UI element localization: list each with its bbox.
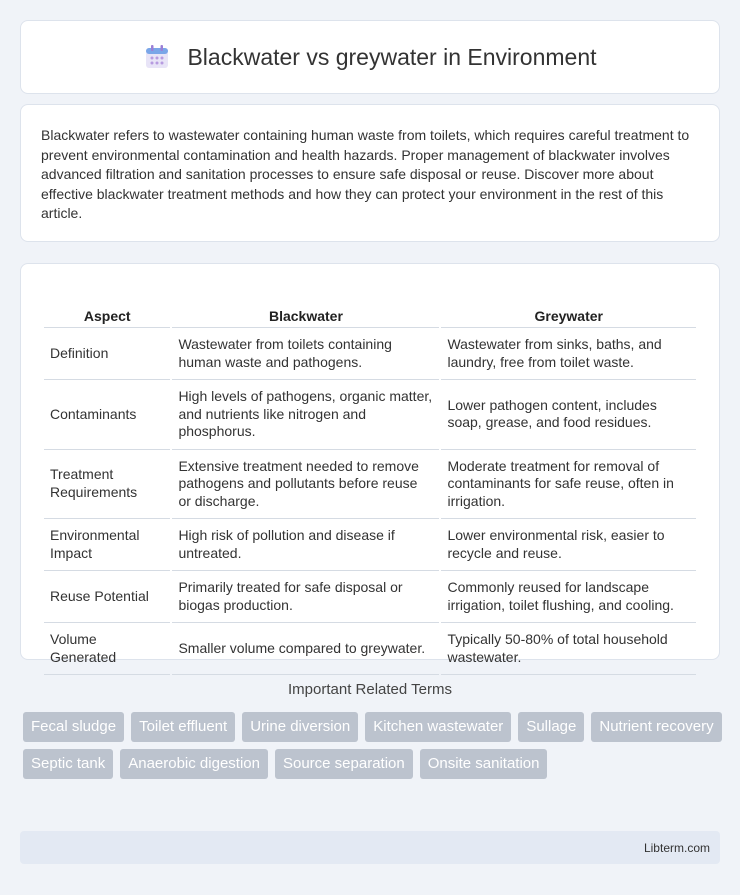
related-term-tag[interactable]: Fecal sludge [23, 712, 124, 742]
table-row [44, 571, 696, 623]
row-blackwater: High levels of pathogens, organic matter, and nutrients like nitrogen and phosphorus. [172, 380, 439, 450]
intro-text: Blackwater refers to wastewater containing human waste from toilets, which requires careful treatment to prevent environmental contamination and health hazards. Proper management of blackwater involves advanced filtration and sanitation processes to ensure safe disposal or reuse. Discover more about effective blackwater treatment methods and how they can protect your environment in the rest of this article. [41, 127, 690, 221]
row-blackwater: Wastewater from toilets containing human waste and pathogens. [172, 328, 439, 380]
table-row [44, 623, 696, 675]
related-term-tag[interactable]: Septic tank [23, 749, 113, 779]
row-greywater: Lower environmental risk, easier to recycle and reuse. [441, 519, 696, 571]
row-greywater: Commonly reused for landscape irrigation, toilet flushing, and cooling. [441, 571, 696, 623]
related-term-tag[interactable]: Onsite sanitation [420, 749, 548, 779]
related-term-tag[interactable]: Sullage [518, 712, 584, 742]
footer-site-link[interactable]: Libterm.com [643, 840, 710, 855]
related-terms-title: Important Related Terms [288, 681, 452, 698]
row-blackwater: High risk of pollution and disease if untreated. [172, 519, 439, 571]
footer [20, 831, 720, 864]
table-row [44, 380, 696, 450]
row-greywater: Lower pathogen content, includes soap, grease, and food residues. [441, 380, 696, 450]
row-aspect: Definition [44, 328, 170, 380]
intro-card [20, 104, 720, 242]
related-term-tag[interactable]: Nutrient recovery [591, 712, 721, 742]
related-term-tag[interactable]: Kitchen wastewater [365, 712, 511, 742]
row-aspect: Reuse Potential [44, 571, 170, 623]
row-blackwater: Smaller volume compared to greywater. [172, 623, 439, 675]
header-aspect: Aspect [44, 284, 170, 328]
row-aspect: Volume Generated [44, 623, 170, 675]
row-greywater: Wastewater from sinks, baths, and laundry, free from toilet waste. [441, 328, 696, 380]
row-blackwater: Primarily treated for safe disposal or biogas production. [172, 571, 439, 623]
calendar-icon [143, 43, 171, 71]
header-blackwater: Blackwater [172, 284, 439, 328]
related-term-tag[interactable]: Urine diversion [242, 712, 358, 742]
row-aspect: Environmental Impact [44, 519, 170, 571]
title-card [20, 20, 720, 94]
table-row [44, 328, 696, 380]
related-term-tag[interactable]: Anaerobic digestion [120, 749, 268, 779]
table-header-row [44, 284, 696, 328]
related-term-tag[interactable]: Source separation [275, 749, 413, 779]
row-aspect: Contaminants [44, 380, 170, 450]
row-blackwater: Extensive treatment needed to remove pathogens and pollutants before reuse or discharge. [172, 450, 439, 520]
table-row [44, 519, 696, 571]
table-row [44, 450, 696, 520]
header-greywater: Greywater [441, 284, 696, 328]
page-title: Blackwater vs greywater in Environment [187, 43, 597, 70]
comparison-table-card [20, 263, 720, 665]
comparison-table [42, 284, 698, 675]
row-greywater: Typically 50-80% of total household wastewater. [441, 623, 696, 675]
related-term-tag[interactable]: Toilet effluent [131, 712, 235, 742]
row-greywater: Moderate treatment for removal of contaminants for safe reuse, often in irrigation. [441, 450, 696, 520]
related-terms-list [23, 712, 723, 779]
row-aspect: Treatment Requirements [44, 450, 170, 520]
